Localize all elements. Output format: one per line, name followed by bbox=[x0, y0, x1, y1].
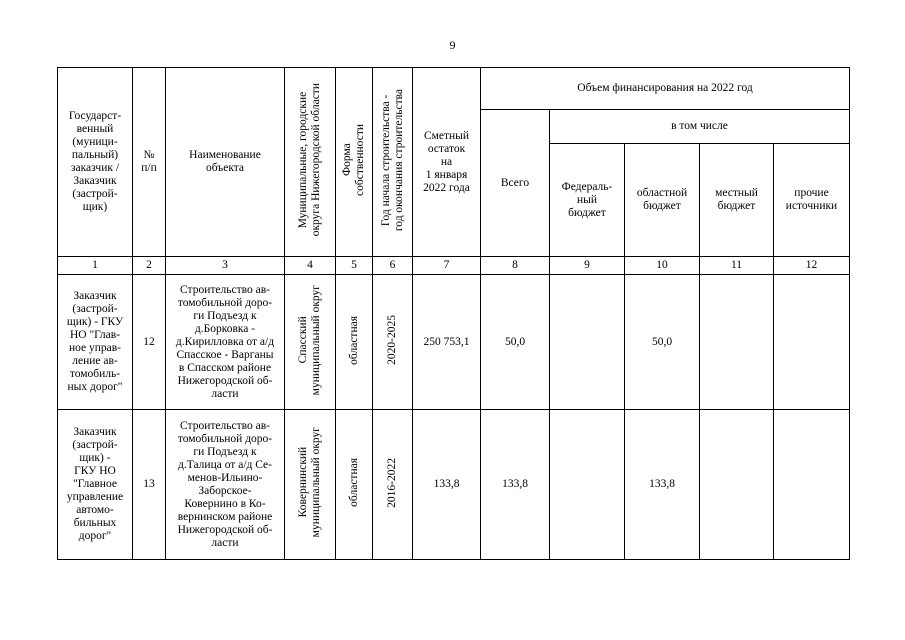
col-number: 12 bbox=[774, 257, 850, 275]
row-number: 12 bbox=[133, 275, 166, 410]
row-estimate: 133,8 bbox=[413, 410, 481, 560]
header-years-cell bbox=[373, 68, 413, 257]
row-local bbox=[700, 410, 774, 560]
header-local: местный бюджет bbox=[700, 144, 774, 257]
row-other bbox=[774, 410, 850, 560]
header-number: № п/п bbox=[133, 68, 166, 257]
row-years: 2020-2025 bbox=[386, 315, 398, 365]
row-municipal: Ковернинский муниципальный округ bbox=[297, 427, 322, 538]
page-number: 9 bbox=[449, 38, 456, 52]
header-financing: Объем финансирования на 2022 год bbox=[481, 68, 850, 110]
header-municipal: Муниципальные, городские округа Нижегородской области bbox=[297, 83, 322, 237]
header-estimate: Сметный остаток на 1 января 2022 года bbox=[413, 68, 481, 257]
col-number: 10 bbox=[625, 257, 700, 275]
col-number: 11 bbox=[700, 257, 774, 275]
row-ownership-cell bbox=[336, 275, 373, 410]
header-object-name: Наименование объекта bbox=[166, 68, 285, 257]
header-customer: Государст- венный (муници- пальный) заказчик / Заказчик (застрой- щик) bbox=[58, 68, 133, 257]
row-years-cell bbox=[373, 410, 413, 560]
header-years: Год начала строительства - год окончания строительства bbox=[379, 88, 405, 232]
row-object-name: Строительство ав- томобильной доро- ги Подъезд к д.Талица от а/д Се- менов-Ильино- Заборское- Ковернино в Ко- вернинском районе Нижегородской об- ласти bbox=[166, 410, 285, 560]
header-total: Всего bbox=[481, 110, 550, 257]
row-regional: 133,8 bbox=[625, 410, 700, 560]
row-municipal-cell bbox=[285, 275, 336, 410]
row-years-cell bbox=[373, 275, 413, 410]
row-object-name: Строительство ав- томобильной доро- ги Подъезд к д.Борковка - д.Кирилловка от а/д Спасское - Варганы в Спасском районе Нижегородской об- ласти bbox=[166, 275, 285, 410]
header-ownership-cell bbox=[336, 68, 373, 257]
col-number: 9 bbox=[550, 257, 625, 275]
row-years: 2016-2022 bbox=[386, 457, 398, 508]
row-customer: Заказчик (застрой- щик) - ГКУ НО "Главное управление автомо- бильных дорог" bbox=[58, 410, 133, 560]
header-municipal-cell bbox=[285, 68, 336, 257]
col-number: 5 bbox=[336, 257, 373, 275]
row-customer: Заказчик (застрой- щик) - ГКУ НО "Глав- ное управ- ление ав- томобиль- ных дорог" bbox=[58, 275, 133, 410]
financing-table bbox=[57, 67, 850, 560]
header-ownership: Форма собственности bbox=[341, 124, 366, 196]
header-federal: Федераль- ный бюджет bbox=[550, 144, 625, 257]
row-ownership: областная bbox=[347, 315, 360, 365]
row-ownership: областная bbox=[347, 458, 360, 507]
row-ownership-cell bbox=[336, 410, 373, 560]
row-municipal-cell bbox=[285, 410, 336, 560]
row-total: 50,0 bbox=[481, 275, 550, 410]
col-number: 4 bbox=[285, 257, 336, 275]
col-number: 8 bbox=[481, 257, 550, 275]
col-number: 2 bbox=[133, 257, 166, 275]
row-estimate: 250 753,1 bbox=[413, 275, 481, 410]
row-total: 133,8 bbox=[481, 410, 550, 560]
header-including: в том числе bbox=[550, 110, 850, 144]
col-number: 3 bbox=[166, 257, 285, 275]
table-row bbox=[58, 275, 850, 410]
col-number: 1 bbox=[58, 257, 133, 275]
row-federal bbox=[550, 410, 625, 560]
row-regional: 50,0 bbox=[625, 275, 700, 410]
header-regional: областной бюджет bbox=[625, 144, 700, 257]
row-number: 13 bbox=[133, 410, 166, 560]
row-federal bbox=[550, 275, 625, 410]
row-other bbox=[774, 275, 850, 410]
table-row bbox=[58, 410, 850, 560]
row-local bbox=[700, 275, 774, 410]
col-number: 6 bbox=[373, 257, 413, 275]
row-municipal: Спасский муниципальный округ bbox=[297, 284, 322, 396]
header-other: прочие источники bbox=[774, 144, 850, 257]
col-number: 7 bbox=[413, 257, 481, 275]
